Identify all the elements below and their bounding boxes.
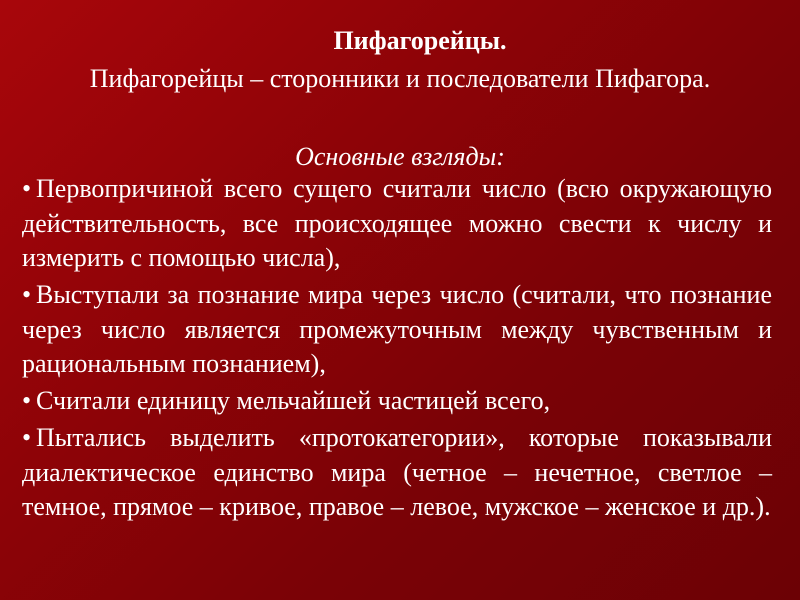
slide-title: Пифагорейцы.: [333, 26, 507, 55]
bullet-text: Считали единицу мельчайшей частицей всего,: [36, 386, 551, 415]
bullet-marker: •: [22, 423, 32, 452]
bullet-marker: •: [22, 386, 32, 415]
bullet-item: [22, 421, 772, 525]
bullet-marker: •: [22, 280, 32, 309]
bullet-text: Выступали за познание мира через число (считали, что познание через число является промежуточным между чувственным и рациональным познанием),: [22, 280, 772, 378]
bullet-marker: •: [22, 174, 32, 203]
section-heading: Основные взгляды:: [295, 142, 505, 171]
bullet-text: Пытались выделить «протокатегории», которые показывали диалектическое единство мира (четное – нечетное, светлое – темное, прямое – кривое, правое – левое, мужское – женское и др.).: [22, 423, 772, 521]
bullet-item: [22, 278, 772, 382]
bullet-item: [22, 384, 772, 419]
bullet-item: [22, 172, 772, 276]
bullet-list: [22, 172, 772, 527]
slide-subtitle: Пифагорейцы – сторонники и последователи Пифагора.: [89, 64, 711, 93]
bullet-text: Первопричиной всего сущего считали число (всю окружающую действительность, все происходящее можно свести к числу и измерить с помощью числа),: [22, 174, 772, 272]
